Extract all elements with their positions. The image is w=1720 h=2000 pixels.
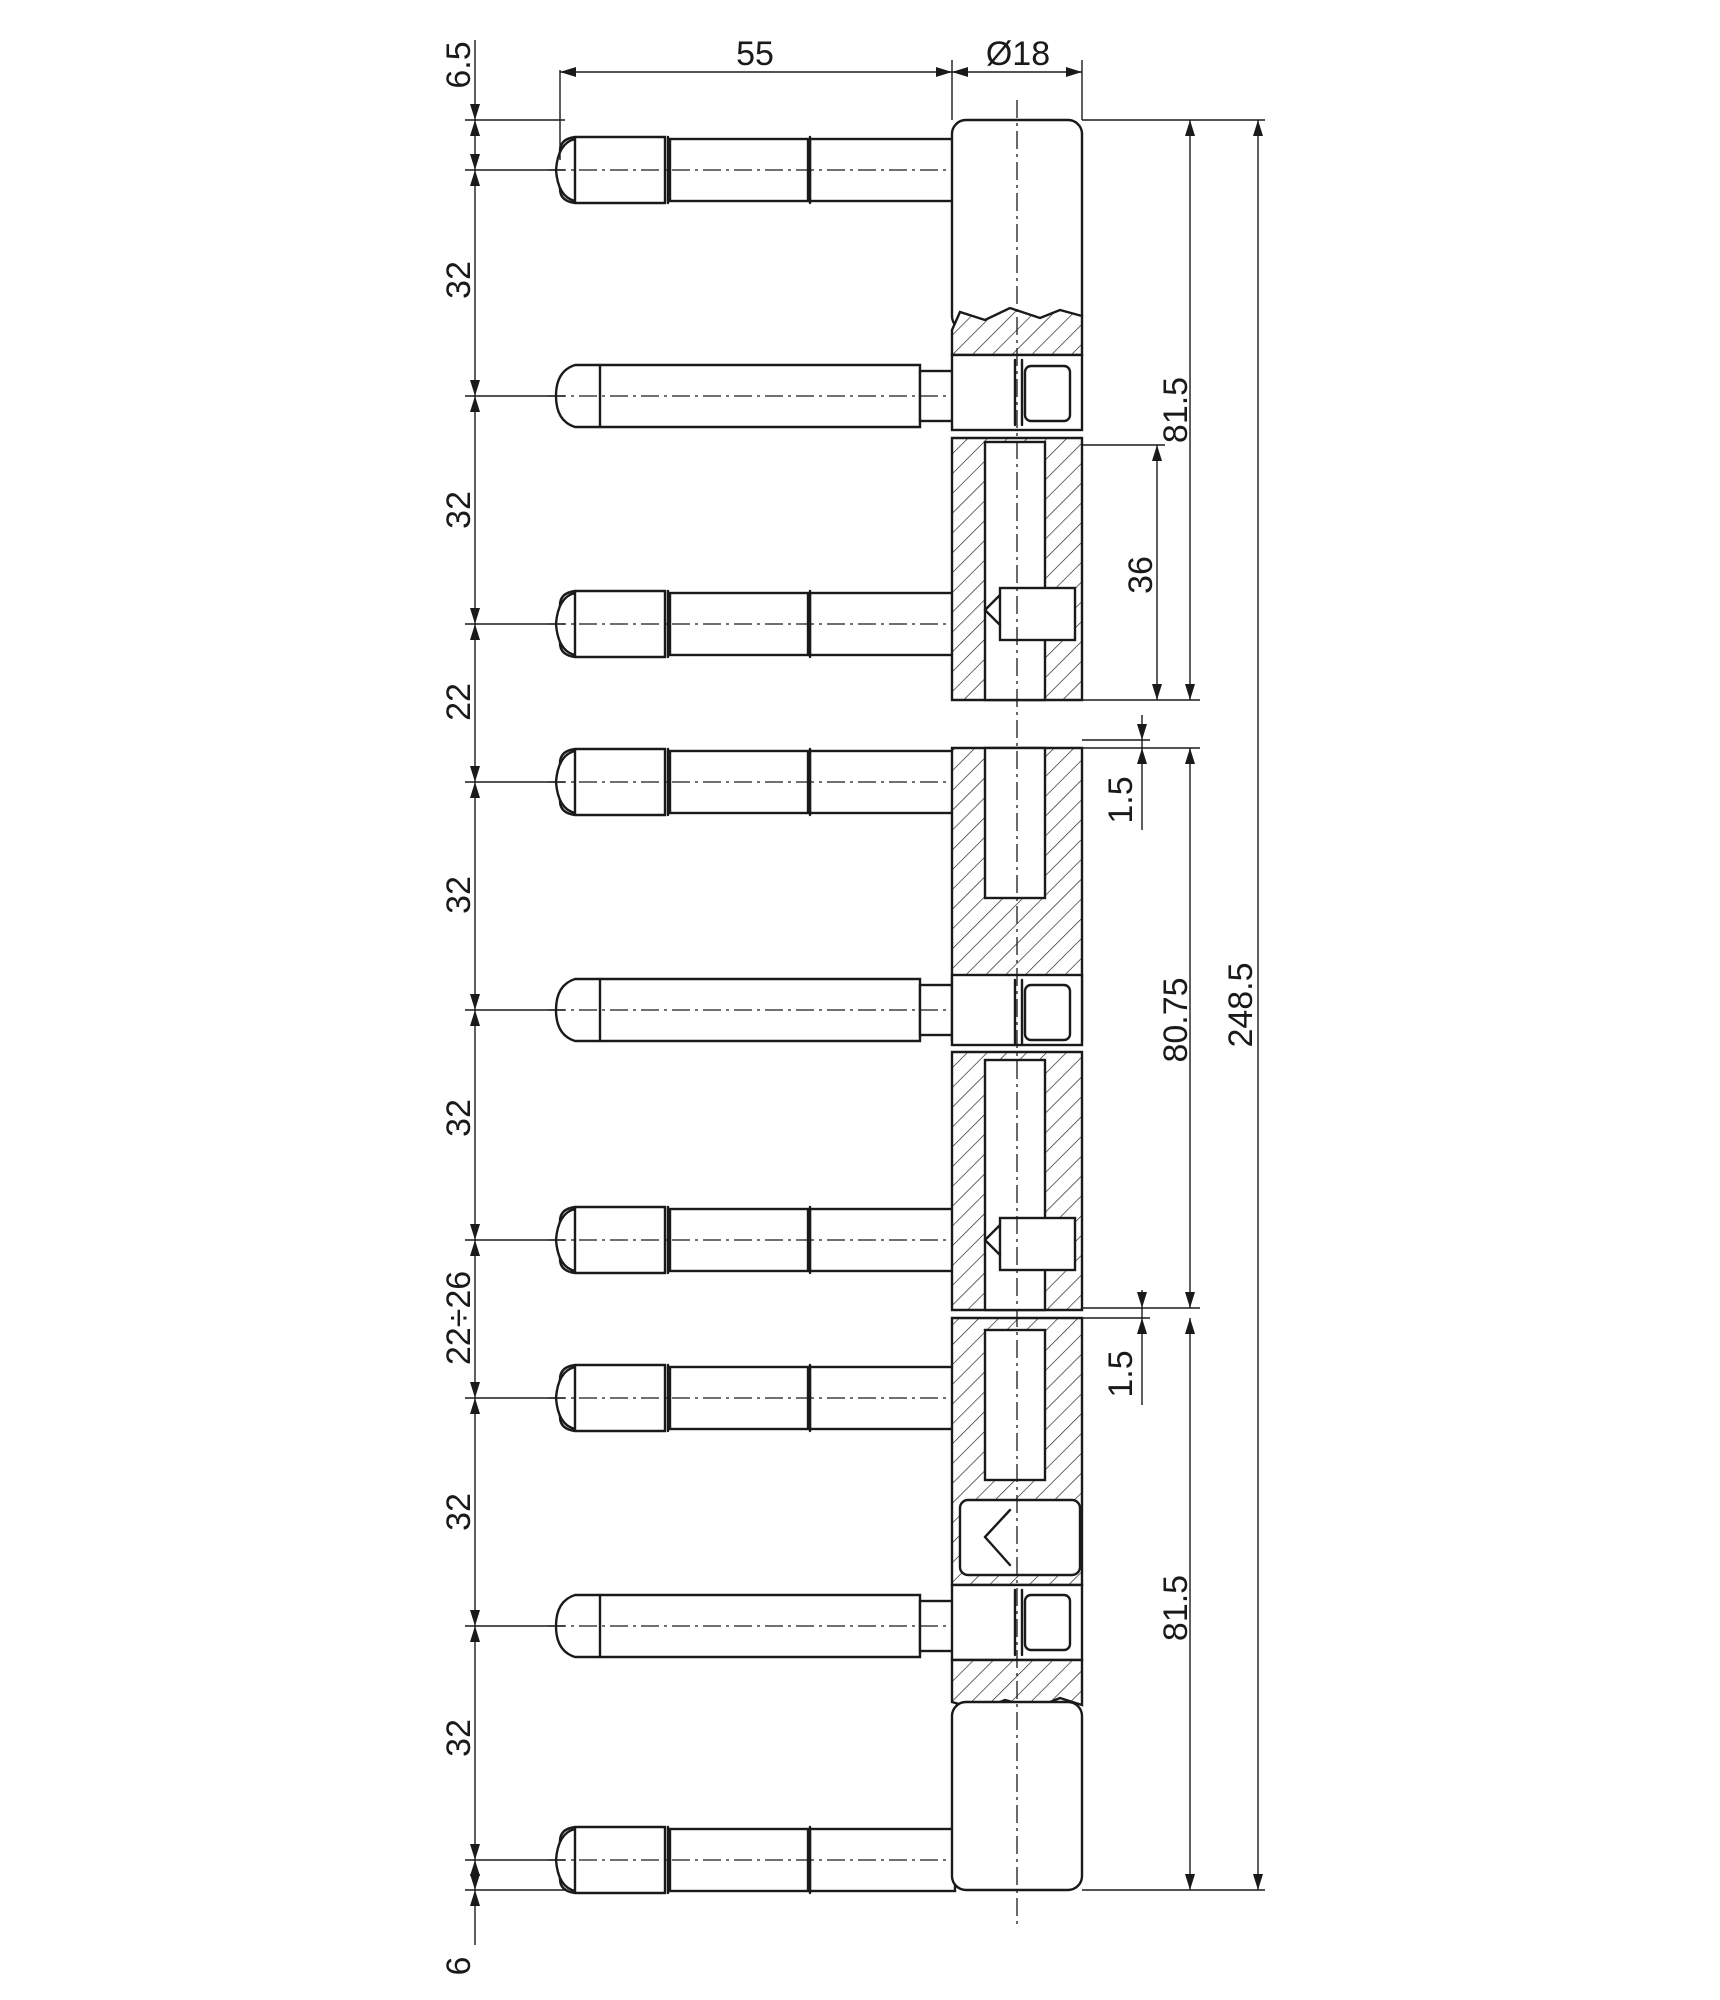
dimension-arrow [470,782,480,798]
dimension-arrow [470,1844,480,1860]
dimension-arrow [470,1240,480,1256]
dim-middle-knuckle: 80.75 [1157,977,1195,1063]
dim-pin-length: 55 [736,35,774,73]
dim-lower-knuckle: 81.5 [1157,1574,1195,1642]
dim-pitch-7: 32 [440,1493,478,1531]
dimension-arrow [470,1010,480,1026]
dim-pitch-6: 22÷26 [440,1270,478,1366]
dim-pitch-1: 32 [440,261,478,299]
pin-7 [548,1365,985,1431]
dimension-arrow [470,994,480,1010]
pin-1 [548,137,985,203]
fixing-pins [548,137,985,1893]
dimension-arrow [470,766,480,782]
dim-gap-lower: 1.5 [1102,1350,1140,1398]
dimension-arrow [1185,1292,1195,1308]
pin-9 [548,1827,985,1893]
dimension-arrow [470,1398,480,1414]
dimension-arrow [1137,724,1147,740]
dimension-arrow [470,1224,480,1240]
dimension-arrow [1137,748,1147,764]
dim-diameter: Ø18 [985,35,1051,73]
dimension-arrow [1152,684,1162,700]
dimension-arrow [470,1382,480,1398]
dimension-arrow [952,67,968,77]
dimension-arrow [470,154,480,170]
dim-pitch-8: 32 [440,1719,478,1757]
dimension-arrow [1066,67,1082,77]
dimension-arrow [1185,748,1195,764]
dimension-arrow [470,104,480,120]
dim-gap-upper: 1.5 [1102,776,1140,824]
dim-pitch-3: 22 [440,683,478,721]
lower-bore [985,1330,1045,1480]
dimension-arrow [1185,1874,1195,1890]
pin-8 [548,1595,985,1657]
lower-screw [960,1500,1080,1575]
dimension-arrow [470,170,480,186]
dimension-arrow [1152,445,1162,461]
dimension-arrow [560,67,576,77]
dimension-arrow [470,1890,480,1906]
dimension-arrow [470,120,480,136]
dimension-arrow [1185,1318,1195,1334]
dim-upper-knuckle: 81.5 [1157,376,1195,444]
pin-2 [548,365,985,427]
dimension-arrow [470,396,480,412]
dimension-arrow [1185,684,1195,700]
pin-3 [548,591,985,657]
dimension-arrow [470,1626,480,1642]
dim-pitch-5: 32 [440,1099,478,1137]
dim-pitch-2: 32 [440,491,478,529]
dimension-arrow [1253,1874,1263,1890]
dimension-arrow [470,1860,480,1876]
dim-top-offset: 6.5 [440,41,478,89]
dimension-arrow [1253,120,1263,136]
dim-overall-height: 248.5 [1222,962,1260,1048]
dimension-arrow [1137,1292,1147,1308]
dimension-arrow [1137,1318,1147,1334]
upper-adjust-bore [985,442,1045,700]
dim-adjust-range: 36 [1122,556,1160,594]
dim-bottom-offset: 6 [440,1956,478,1976]
dimension-arrow [470,380,480,396]
dim-pitch-4: 32 [440,876,478,914]
dimension-arrow [470,1610,480,1626]
dimension-arrow [1185,120,1195,136]
dimension-arrow [936,67,952,77]
middle-upper-bore [985,748,1045,898]
dimension-arrow [470,608,480,624]
dimension-arrow [470,624,480,640]
pin-5 [548,979,985,1041]
lower-adjust-bore [985,1060,1045,1310]
pin-4 [548,749,985,815]
pin-6 [548,1207,985,1273]
dimension-arrow [470,1874,480,1890]
